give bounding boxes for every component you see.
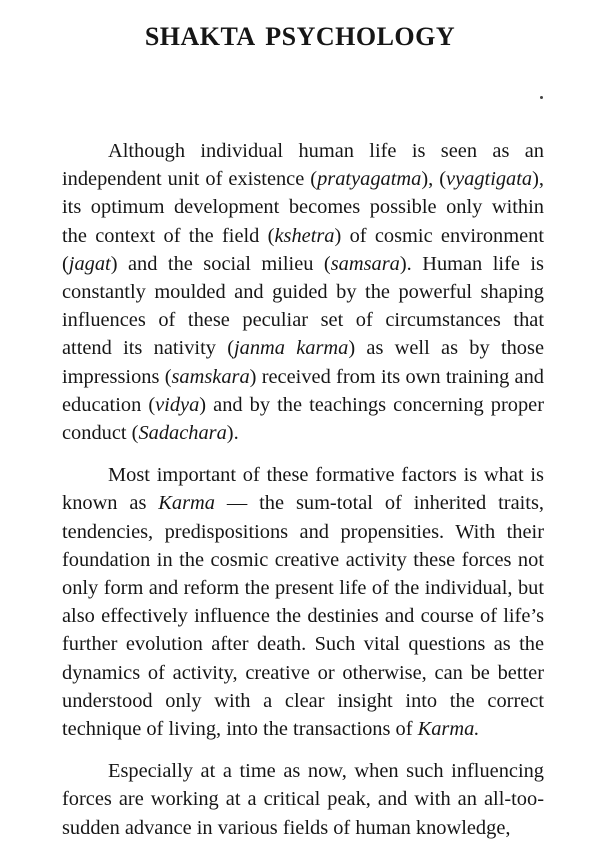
italic-term: vidya: [155, 393, 200, 416]
text-run: Most important of these formative factors is what is known as: [62, 464, 544, 515]
paragraph-2: [62, 461, 544, 743]
italic-term: Karma: [158, 492, 215, 515]
text-run: Although individual human life is seen as an independent unit of existence (: [62, 140, 544, 191]
text-run: ) as well as by those impressions (: [62, 337, 544, 388]
text-run: Especially at a time as now, when such influencing forces are working at a critical peak, and with an all-too-sudden advance in various fields of human knowledge,: [62, 760, 544, 839]
italic-term: Karma.: [417, 718, 480, 741]
text-run: ).: [226, 422, 239, 445]
text-run: ). Human life is constantly moulded and guided by the powerful shaping influences of these peculiar set of circumstances that attend its nativity (: [62, 252, 544, 360]
paragraph-1: [62, 137, 544, 447]
italic-term: samskara: [171, 365, 250, 388]
text-run: ) received from its own training and education (: [62, 365, 544, 416]
text-run: ), (: [421, 168, 447, 191]
italic-term: vyagtigata: [446, 168, 533, 191]
print-speck: [540, 96, 543, 99]
text-run: ) and by the teachings concerning proper conduct (: [62, 393, 545, 445]
text-run: — the sum-total of inherited traits, tendencies, predispositions and propensities. With their foundation in the cosmic creative activity these forces not only form and reform the present life of the individual, but also effectively influence the destinies and course of life’s further evolution after death. Such vital questions as the dynamics of activity, creative or otherwise, can be better understood only with a clear insight into the correct technique of living, into the transactions of: [62, 492, 544, 741]
italic-term: kshetra: [274, 224, 335, 247]
italic-term: jagat: [68, 252, 111, 275]
italic-term: Sadachara: [138, 422, 227, 445]
body-text: [62, 137, 544, 842]
text-run: ) and the social milieu (: [110, 252, 331, 275]
text-run: ) of cosmic environment (: [62, 224, 544, 275]
italic-term: samsara: [330, 252, 400, 275]
page-title: SHAKTA PSYCHOLOGY: [144, 22, 456, 51]
text-run: ), its optimum development becomes possible only within the context of the field (: [62, 168, 544, 247]
italic-term: pratyagatma: [317, 168, 422, 191]
italic-term: janma karma: [233, 337, 349, 360]
